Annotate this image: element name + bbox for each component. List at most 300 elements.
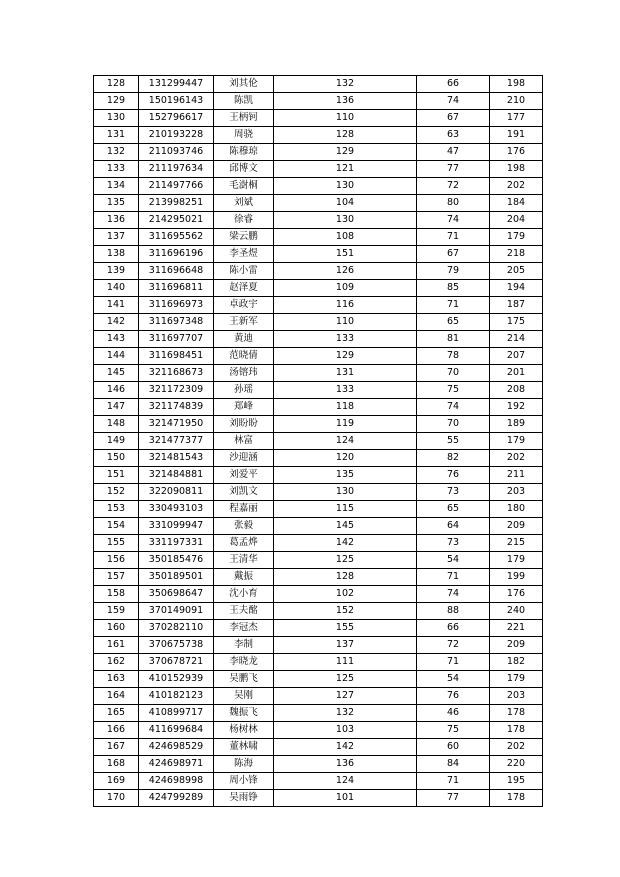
table-row xyxy=(94,127,543,144)
score-2-cell: 71 xyxy=(417,569,490,586)
row-number-cell: 142 xyxy=(94,314,139,331)
candidate-id-cell: 321471950 xyxy=(139,416,214,433)
table-row xyxy=(94,297,543,314)
score-1-cell: 109 xyxy=(274,280,417,297)
total-score-cell: 210 xyxy=(490,93,543,110)
score-2-cell: 76 xyxy=(417,688,490,705)
row-number-cell: 156 xyxy=(94,552,139,569)
candidate-name-cell: 李制 xyxy=(214,637,274,654)
row-number-cell: 132 xyxy=(94,144,139,161)
candidate-name-cell: 毛澍桐 xyxy=(214,178,274,195)
candidate-name-cell: 李圣煜 xyxy=(214,246,274,263)
table-row xyxy=(94,263,543,280)
score-1-cell: 126 xyxy=(274,263,417,280)
score-1-cell: 111 xyxy=(274,654,417,671)
total-score-cell: 209 xyxy=(490,637,543,654)
row-number-cell: 131 xyxy=(94,127,139,144)
candidate-name-cell: 郑峰 xyxy=(214,399,274,416)
candidate-id-cell: 424698998 xyxy=(139,773,214,790)
row-number-cell: 157 xyxy=(94,569,139,586)
candidate-name-cell: 董林啸 xyxy=(214,739,274,756)
row-number-cell: 144 xyxy=(94,348,139,365)
table-row xyxy=(94,178,543,195)
row-number-cell: 134 xyxy=(94,178,139,195)
candidate-name-cell: 吴雨铮 xyxy=(214,790,274,807)
total-score-cell: 179 xyxy=(490,552,543,569)
score-1-cell: 132 xyxy=(274,76,417,93)
row-number-cell: 139 xyxy=(94,263,139,280)
score-1-cell: 115 xyxy=(274,501,417,518)
table-row xyxy=(94,756,543,773)
score-1-cell: 155 xyxy=(274,620,417,637)
score-1-cell: 124 xyxy=(274,433,417,450)
score-2-cell: 72 xyxy=(417,637,490,654)
score-1-cell: 151 xyxy=(274,246,417,263)
row-number-cell: 141 xyxy=(94,297,139,314)
candidate-id-cell: 321172309 xyxy=(139,382,214,399)
row-number-cell: 167 xyxy=(94,739,139,756)
candidate-name-cell: 李冠杰 xyxy=(214,620,274,637)
score-2-cell: 47 xyxy=(417,144,490,161)
score-2-cell: 74 xyxy=(417,399,490,416)
candidate-id-cell: 311698451 xyxy=(139,348,214,365)
score-2-cell: 76 xyxy=(417,467,490,484)
total-score-cell: 191 xyxy=(490,127,543,144)
score-2-cell: 73 xyxy=(417,535,490,552)
candidate-name-cell: 汤镕玮 xyxy=(214,365,274,382)
score-1-cell: 110 xyxy=(274,110,417,127)
score-1-cell: 110 xyxy=(274,314,417,331)
score-2-cell: 46 xyxy=(417,705,490,722)
candidate-name-cell: 张毅 xyxy=(214,518,274,535)
candidate-id-cell: 410182123 xyxy=(139,688,214,705)
total-score-cell: 205 xyxy=(490,263,543,280)
table-row xyxy=(94,399,543,416)
total-score-cell: 202 xyxy=(490,450,543,467)
table-row xyxy=(94,416,543,433)
candidate-id-cell: 150196143 xyxy=(139,93,214,110)
table-row xyxy=(94,144,543,161)
row-number-cell: 155 xyxy=(94,535,139,552)
candidate-id-cell: 210193228 xyxy=(139,127,214,144)
candidate-id-cell: 311696973 xyxy=(139,297,214,314)
candidate-id-cell: 330493103 xyxy=(139,501,214,518)
total-score-cell: 178 xyxy=(490,790,543,807)
score-1-cell: 132 xyxy=(274,705,417,722)
score-1-cell: 129 xyxy=(274,144,417,161)
row-number-cell: 168 xyxy=(94,756,139,773)
score-1-cell: 136 xyxy=(274,93,417,110)
row-number-cell: 153 xyxy=(94,501,139,518)
row-number-cell: 135 xyxy=(94,195,139,212)
total-score-cell: 177 xyxy=(490,110,543,127)
table-row xyxy=(94,331,543,348)
total-score-cell: 211 xyxy=(490,467,543,484)
table-row xyxy=(94,229,543,246)
candidate-name-cell: 卓政宇 xyxy=(214,297,274,314)
table-row xyxy=(94,93,543,110)
score-2-cell: 64 xyxy=(417,518,490,535)
row-number-cell: 137 xyxy=(94,229,139,246)
score-2-cell: 65 xyxy=(417,314,490,331)
table-row xyxy=(94,654,543,671)
candidate-name-cell: 沙迎涵 xyxy=(214,450,274,467)
score-1-cell: 131 xyxy=(274,365,417,382)
candidate-name-cell: 周小锋 xyxy=(214,773,274,790)
table-row xyxy=(94,671,543,688)
table-row xyxy=(94,195,543,212)
table-row xyxy=(94,382,543,399)
candidate-name-cell: 吴鹏飞 xyxy=(214,671,274,688)
score-2-cell: 75 xyxy=(417,382,490,399)
score-2-cell: 81 xyxy=(417,331,490,348)
candidate-name-cell: 戴振 xyxy=(214,569,274,586)
table-row xyxy=(94,501,543,518)
candidate-name-cell: 陈海 xyxy=(214,756,274,773)
score-2-cell: 72 xyxy=(417,178,490,195)
score-2-cell: 70 xyxy=(417,416,490,433)
score-2-cell: 63 xyxy=(417,127,490,144)
candidate-id-cell: 311696648 xyxy=(139,263,214,280)
candidate-id-cell: 370678721 xyxy=(139,654,214,671)
row-number-cell: 143 xyxy=(94,331,139,348)
score-1-cell: 101 xyxy=(274,790,417,807)
total-score-cell: 209 xyxy=(490,518,543,535)
candidate-name-cell: 王柄钶 xyxy=(214,110,274,127)
candidate-id-cell: 211093746 xyxy=(139,144,214,161)
score-2-cell: 80 xyxy=(417,195,490,212)
candidate-name-cell: 徐睿 xyxy=(214,212,274,229)
candidate-id-cell: 321481543 xyxy=(139,450,214,467)
table-row xyxy=(94,722,543,739)
table-row xyxy=(94,314,543,331)
table-row xyxy=(94,365,543,382)
candidate-id-cell: 321477377 xyxy=(139,433,214,450)
candidate-name-cell: 沈小育 xyxy=(214,586,274,603)
score-2-cell: 71 xyxy=(417,229,490,246)
score-2-cell: 82 xyxy=(417,450,490,467)
row-number-cell: 161 xyxy=(94,637,139,654)
total-score-cell: 203 xyxy=(490,688,543,705)
row-number-cell: 140 xyxy=(94,280,139,297)
table-row xyxy=(94,76,543,93)
total-score-cell: 221 xyxy=(490,620,543,637)
total-score-cell: 179 xyxy=(490,671,543,688)
candidate-name-cell: 刘爱平 xyxy=(214,467,274,484)
score-2-cell: 70 xyxy=(417,365,490,382)
score-2-cell: 85 xyxy=(417,280,490,297)
table-row xyxy=(94,161,543,178)
table-row xyxy=(94,552,543,569)
candidate-id-cell: 211197634 xyxy=(139,161,214,178)
score-1-cell: 136 xyxy=(274,756,417,773)
total-score-cell: 201 xyxy=(490,365,543,382)
score-1-cell: 118 xyxy=(274,399,417,416)
score-2-cell: 74 xyxy=(417,586,490,603)
score-1-cell: 133 xyxy=(274,331,417,348)
total-score-cell: 240 xyxy=(490,603,543,620)
candidate-id-cell: 131299447 xyxy=(139,76,214,93)
score-1-cell: 137 xyxy=(274,637,417,654)
score-2-cell: 60 xyxy=(417,739,490,756)
score-2-cell: 66 xyxy=(417,620,490,637)
total-score-cell: 192 xyxy=(490,399,543,416)
row-number-cell: 163 xyxy=(94,671,139,688)
score-1-cell: 133 xyxy=(274,382,417,399)
row-number-cell: 170 xyxy=(94,790,139,807)
score-2-cell: 73 xyxy=(417,484,490,501)
table-row xyxy=(94,603,543,620)
candidate-name-cell: 赵泽夏 xyxy=(214,280,274,297)
total-score-cell: 180 xyxy=(490,501,543,518)
candidate-name-cell: 李晓龙 xyxy=(214,654,274,671)
row-number-cell: 138 xyxy=(94,246,139,263)
score-2-cell: 74 xyxy=(417,212,490,229)
score-2-cell: 79 xyxy=(417,263,490,280)
row-number-cell: 165 xyxy=(94,705,139,722)
score-2-cell: 67 xyxy=(417,246,490,263)
total-score-cell: 184 xyxy=(490,195,543,212)
table-row xyxy=(94,637,543,654)
candidate-id-cell: 152796617 xyxy=(139,110,214,127)
candidate-name-cell: 陈穆琼 xyxy=(214,144,274,161)
candidate-name-cell: 孙瑶 xyxy=(214,382,274,399)
score-1-cell: 103 xyxy=(274,722,417,739)
table-row xyxy=(94,110,543,127)
candidate-name-cell: 王新军 xyxy=(214,314,274,331)
score-table-body xyxy=(94,76,543,807)
candidate-id-cell: 410152939 xyxy=(139,671,214,688)
score-2-cell: 66 xyxy=(417,76,490,93)
row-number-cell: 148 xyxy=(94,416,139,433)
total-score-cell: 202 xyxy=(490,178,543,195)
table-row xyxy=(94,739,543,756)
candidate-id-cell: 331099947 xyxy=(139,518,214,535)
candidate-id-cell: 311697707 xyxy=(139,331,214,348)
table-row xyxy=(94,484,543,501)
score-1-cell: 142 xyxy=(274,535,417,552)
score-2-cell: 67 xyxy=(417,110,490,127)
table-row xyxy=(94,450,543,467)
candidate-name-cell: 王夫酩 xyxy=(214,603,274,620)
table-row xyxy=(94,246,543,263)
row-number-cell: 130 xyxy=(94,110,139,127)
table-row xyxy=(94,467,543,484)
score-2-cell: 54 xyxy=(417,671,490,688)
candidate-name-cell: 周骁 xyxy=(214,127,274,144)
candidate-id-cell: 321484881 xyxy=(139,467,214,484)
score-1-cell: 124 xyxy=(274,773,417,790)
total-score-cell: 179 xyxy=(490,229,543,246)
score-1-cell: 104 xyxy=(274,195,417,212)
row-number-cell: 150 xyxy=(94,450,139,467)
row-number-cell: 160 xyxy=(94,620,139,637)
candidate-name-cell: 陈小雷 xyxy=(214,263,274,280)
total-score-cell: 187 xyxy=(490,297,543,314)
score-1-cell: 128 xyxy=(274,569,417,586)
score-2-cell: 71 xyxy=(417,297,490,314)
candidate-id-cell: 211497766 xyxy=(139,178,214,195)
candidate-id-cell: 424698971 xyxy=(139,756,214,773)
score-2-cell: 77 xyxy=(417,790,490,807)
candidate-id-cell: 213998251 xyxy=(139,195,214,212)
total-score-cell: 195 xyxy=(490,773,543,790)
total-score-cell: 198 xyxy=(490,76,543,93)
score-1-cell: 116 xyxy=(274,297,417,314)
candidate-id-cell: 331197331 xyxy=(139,535,214,552)
candidate-name-cell: 刘凯文 xyxy=(214,484,274,501)
candidate-name-cell: 梁云鹏 xyxy=(214,229,274,246)
candidate-name-cell: 王清华 xyxy=(214,552,274,569)
candidate-id-cell: 311696196 xyxy=(139,246,214,263)
total-score-cell: 176 xyxy=(490,586,543,603)
row-number-cell: 169 xyxy=(94,773,139,790)
score-2-cell: 71 xyxy=(417,654,490,671)
total-score-cell: 178 xyxy=(490,722,543,739)
score-2-cell: 77 xyxy=(417,161,490,178)
score-2-cell: 54 xyxy=(417,552,490,569)
candidate-name-cell: 刘斌 xyxy=(214,195,274,212)
row-number-cell: 166 xyxy=(94,722,139,739)
candidate-id-cell: 311695562 xyxy=(139,229,214,246)
candidate-id-cell: 321168673 xyxy=(139,365,214,382)
row-number-cell: 136 xyxy=(94,212,139,229)
row-number-cell: 151 xyxy=(94,467,139,484)
score-1-cell: 121 xyxy=(274,161,417,178)
score-1-cell: 130 xyxy=(274,212,417,229)
candidate-name-cell: 葛孟烨 xyxy=(214,535,274,552)
score-1-cell: 135 xyxy=(274,467,417,484)
row-number-cell: 162 xyxy=(94,654,139,671)
row-number-cell: 128 xyxy=(94,76,139,93)
candidate-name-cell: 刘其伦 xyxy=(214,76,274,93)
table-row xyxy=(94,212,543,229)
score-table xyxy=(93,75,543,807)
score-1-cell: 120 xyxy=(274,450,417,467)
candidate-id-cell: 350698647 xyxy=(139,586,214,603)
score-1-cell: 152 xyxy=(274,603,417,620)
score-2-cell: 71 xyxy=(417,773,490,790)
score-2-cell: 84 xyxy=(417,756,490,773)
table-row xyxy=(94,773,543,790)
total-score-cell: 208 xyxy=(490,382,543,399)
total-score-cell: 179 xyxy=(490,433,543,450)
candidate-name-cell: 魏振飞 xyxy=(214,705,274,722)
total-score-cell: 189 xyxy=(490,416,543,433)
score-2-cell: 78 xyxy=(417,348,490,365)
candidate-id-cell: 370282110 xyxy=(139,620,214,637)
total-score-cell: 220 xyxy=(490,756,543,773)
score-1-cell: 119 xyxy=(274,416,417,433)
candidate-id-cell: 321174839 xyxy=(139,399,214,416)
row-number-cell: 164 xyxy=(94,688,139,705)
score-1-cell: 102 xyxy=(274,586,417,603)
candidate-id-cell: 322090811 xyxy=(139,484,214,501)
score-1-cell: 129 xyxy=(274,348,417,365)
score-2-cell: 55 xyxy=(417,433,490,450)
candidate-name-cell: 程嘉丽 xyxy=(214,501,274,518)
candidate-id-cell: 311697348 xyxy=(139,314,214,331)
score-2-cell: 88 xyxy=(417,603,490,620)
row-number-cell: 149 xyxy=(94,433,139,450)
total-score-cell: 204 xyxy=(490,212,543,229)
total-score-cell: 207 xyxy=(490,348,543,365)
row-number-cell: 133 xyxy=(94,161,139,178)
candidate-name-cell: 杨树林 xyxy=(214,722,274,739)
total-score-cell: 198 xyxy=(490,161,543,178)
row-number-cell: 147 xyxy=(94,399,139,416)
table-row xyxy=(94,790,543,807)
candidate-id-cell: 411699684 xyxy=(139,722,214,739)
candidate-id-cell: 370675738 xyxy=(139,637,214,654)
score-1-cell: 125 xyxy=(274,552,417,569)
table-row xyxy=(94,348,543,365)
candidate-id-cell: 410899717 xyxy=(139,705,214,722)
table-row xyxy=(94,620,543,637)
candidate-name-cell: 范晓倩 xyxy=(214,348,274,365)
row-number-cell: 158 xyxy=(94,586,139,603)
total-score-cell: 194 xyxy=(490,280,543,297)
candidate-id-cell: 424698529 xyxy=(139,739,214,756)
candidate-id-cell: 350189501 xyxy=(139,569,214,586)
score-1-cell: 145 xyxy=(274,518,417,535)
table-row xyxy=(94,705,543,722)
row-number-cell: 145 xyxy=(94,365,139,382)
total-score-cell: 203 xyxy=(490,484,543,501)
candidate-id-cell: 370149091 xyxy=(139,603,214,620)
table-row xyxy=(94,433,543,450)
total-score-cell: 175 xyxy=(490,314,543,331)
total-score-cell: 176 xyxy=(490,144,543,161)
table-row xyxy=(94,569,543,586)
score-1-cell: 130 xyxy=(274,178,417,195)
candidate-name-cell: 吴刚 xyxy=(214,688,274,705)
score-1-cell: 125 xyxy=(274,671,417,688)
total-score-cell: 199 xyxy=(490,569,543,586)
candidate-id-cell: 214295021 xyxy=(139,212,214,229)
row-number-cell: 154 xyxy=(94,518,139,535)
score-2-cell: 74 xyxy=(417,93,490,110)
score-2-cell: 75 xyxy=(417,722,490,739)
row-number-cell: 159 xyxy=(94,603,139,620)
score-2-cell: 65 xyxy=(417,501,490,518)
total-score-cell: 215 xyxy=(490,535,543,552)
total-score-cell: 214 xyxy=(490,331,543,348)
score-1-cell: 127 xyxy=(274,688,417,705)
total-score-cell: 178 xyxy=(490,705,543,722)
table-row xyxy=(94,518,543,535)
table-row xyxy=(94,586,543,603)
candidate-id-cell: 350185476 xyxy=(139,552,214,569)
row-number-cell: 129 xyxy=(94,93,139,110)
row-number-cell: 152 xyxy=(94,484,139,501)
table-row xyxy=(94,280,543,297)
candidate-name-cell: 黄迪 xyxy=(214,331,274,348)
candidate-name-cell: 刘盼盼 xyxy=(214,416,274,433)
candidate-name-cell: 陈凯 xyxy=(214,93,274,110)
table-row xyxy=(94,535,543,552)
total-score-cell: 202 xyxy=(490,739,543,756)
table-row xyxy=(94,688,543,705)
score-1-cell: 128 xyxy=(274,127,417,144)
candidate-name-cell: 邱博文 xyxy=(214,161,274,178)
score-1-cell: 108 xyxy=(274,229,417,246)
total-score-cell: 182 xyxy=(490,654,543,671)
score-1-cell: 142 xyxy=(274,739,417,756)
candidate-id-cell: 311696811 xyxy=(139,280,214,297)
score-1-cell: 130 xyxy=(274,484,417,501)
row-number-cell: 146 xyxy=(94,382,139,399)
